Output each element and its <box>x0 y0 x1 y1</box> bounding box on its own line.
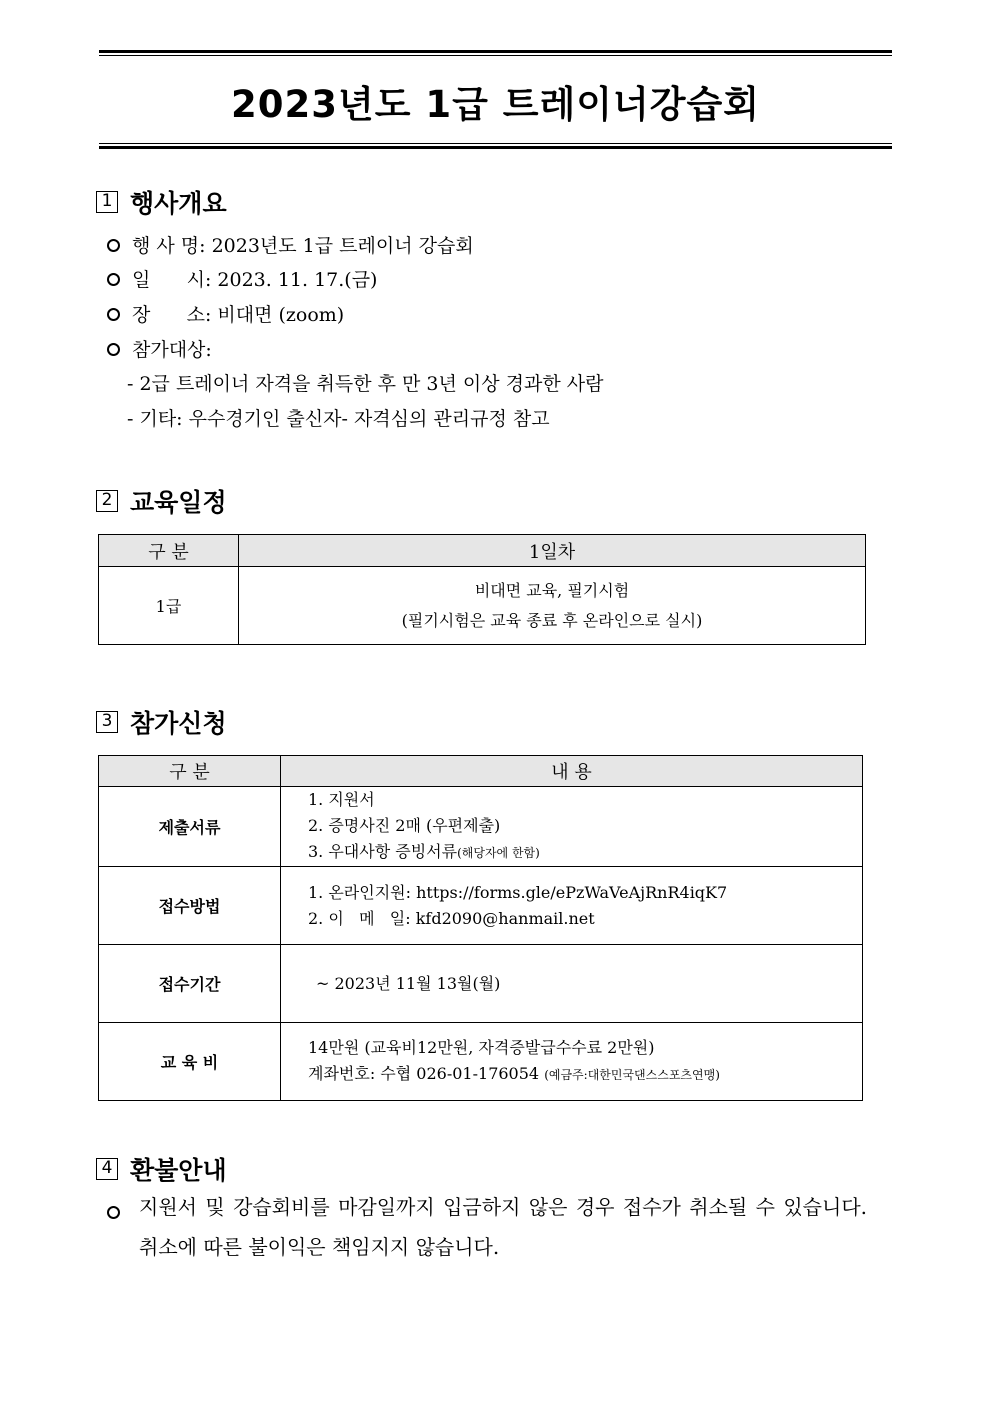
section-refund-heading <box>96 1151 227 1187</box>
section-number: 3 <box>96 711 118 733</box>
title-bottom-rule-thin <box>99 143 892 144</box>
docs-item-3: 3. 우대사항 증빙서류(해당자에 한함) <box>308 842 540 861</box>
bullet-circle-icon <box>107 308 120 321</box>
docs-label: 제출서류 <box>99 787 281 867</box>
fee-content <box>281 1023 863 1101</box>
bullet-circle-icon <box>107 273 120 286</box>
period-value: ~ 2023년 11월 13월(월) <box>316 973 501 993</box>
section-number: 2 <box>96 490 118 512</box>
application-header-content: 내 용 <box>281 756 863 787</box>
overview-target-item-1: - 2급 트레이너 자격을 취득한 후 만 3년 이상 경과한 사람 <box>127 373 604 395</box>
docs-item-3-note: (해당자에 한함) <box>457 846 540 860</box>
docs-item-1: 1. 지원서 <box>308 790 375 809</box>
section-title: 교육일정 <box>130 488 227 517</box>
method-online: 1. 온라인지원: https://forms.gle/ePzWaVeAjRnR4iqK7 <box>308 882 728 902</box>
fee-account: 계좌번호: 수협 026-01-176054 (예금주:대한민국댄스스포츠연맹) <box>308 1064 720 1083</box>
overview-target-label: 참가대상: <box>107 335 212 362</box>
schedule-row-content <box>239 567 866 645</box>
schedule-row-label: 1급 <box>99 567 239 645</box>
docs-item-2: 2. 증명사진 2매 (우편제출) <box>308 816 501 835</box>
refund-text: 지원서 및 강습회비를 마감일까지 입금하지 않은 경우 접수가 취소될 수 있습니다. 취소에 따른 불이익은 책임지지 않습니다. <box>139 1195 867 1259</box>
section-application-heading <box>96 704 227 740</box>
overview-target-item-2: - 기타: 우수경기인 출신자- 자격심의 관리규정 참고 <box>127 408 550 430</box>
section-title: 환불안내 <box>130 1156 227 1185</box>
method-label: 접수방법 <box>99 867 281 945</box>
title-top-rule-thin <box>99 55 892 56</box>
schedule-table <box>98 534 866 645</box>
period-label: 접수기간 <box>99 945 281 1023</box>
schedule-header-category: 구 분 <box>99 535 239 567</box>
section-schedule-heading <box>96 483 227 519</box>
application-header-category: 구 분 <box>99 756 281 787</box>
section-title: 참가신청 <box>130 709 227 738</box>
period-content <box>281 945 863 1023</box>
fee-amount: 14만원 (교육비12만원, 자격증발급수수료 2만원) <box>308 1038 655 1057</box>
docs-content <box>281 787 863 867</box>
fee-account-holder: (예금주:대한민국댄스스포츠연맹) <box>544 1068 720 1082</box>
overview-date: 일 시: 2023. 11. 17.(금) <box>107 265 377 292</box>
title-bottom-rule-thick <box>99 146 892 149</box>
overview-place: 장 소: 비대면 (zoom) <box>107 300 344 327</box>
title-top-rule-thick <box>99 50 892 53</box>
method-email: 2. 이 메 일: kfd2090@hanmail.net <box>308 908 595 928</box>
schedule-header-day1: 1일차 <box>239 535 866 567</box>
schedule-line-1: 비대면 교육, 필기시험 <box>474 580 630 600</box>
overview-event-name: 행 사 명: 2023년도 1급 트레이너 강습회 <box>107 231 474 258</box>
section-number: 4 <box>96 1158 118 1180</box>
bullet-circle-icon <box>107 343 120 356</box>
fee-label: 교 육 비 <box>99 1023 281 1101</box>
section-overview-heading <box>96 184 227 220</box>
bullet-circle-icon <box>107 239 120 252</box>
section-number: 1 <box>96 191 118 213</box>
page-title: 2023년도 1급 트레이너강습회 <box>231 83 760 126</box>
schedule-line-2: (필기시험은 교육 종료 후 온라인으로 실시) <box>401 610 703 630</box>
application-table <box>98 755 863 1101</box>
method-content <box>281 867 863 945</box>
section-title: 행사개요 <box>130 189 227 218</box>
